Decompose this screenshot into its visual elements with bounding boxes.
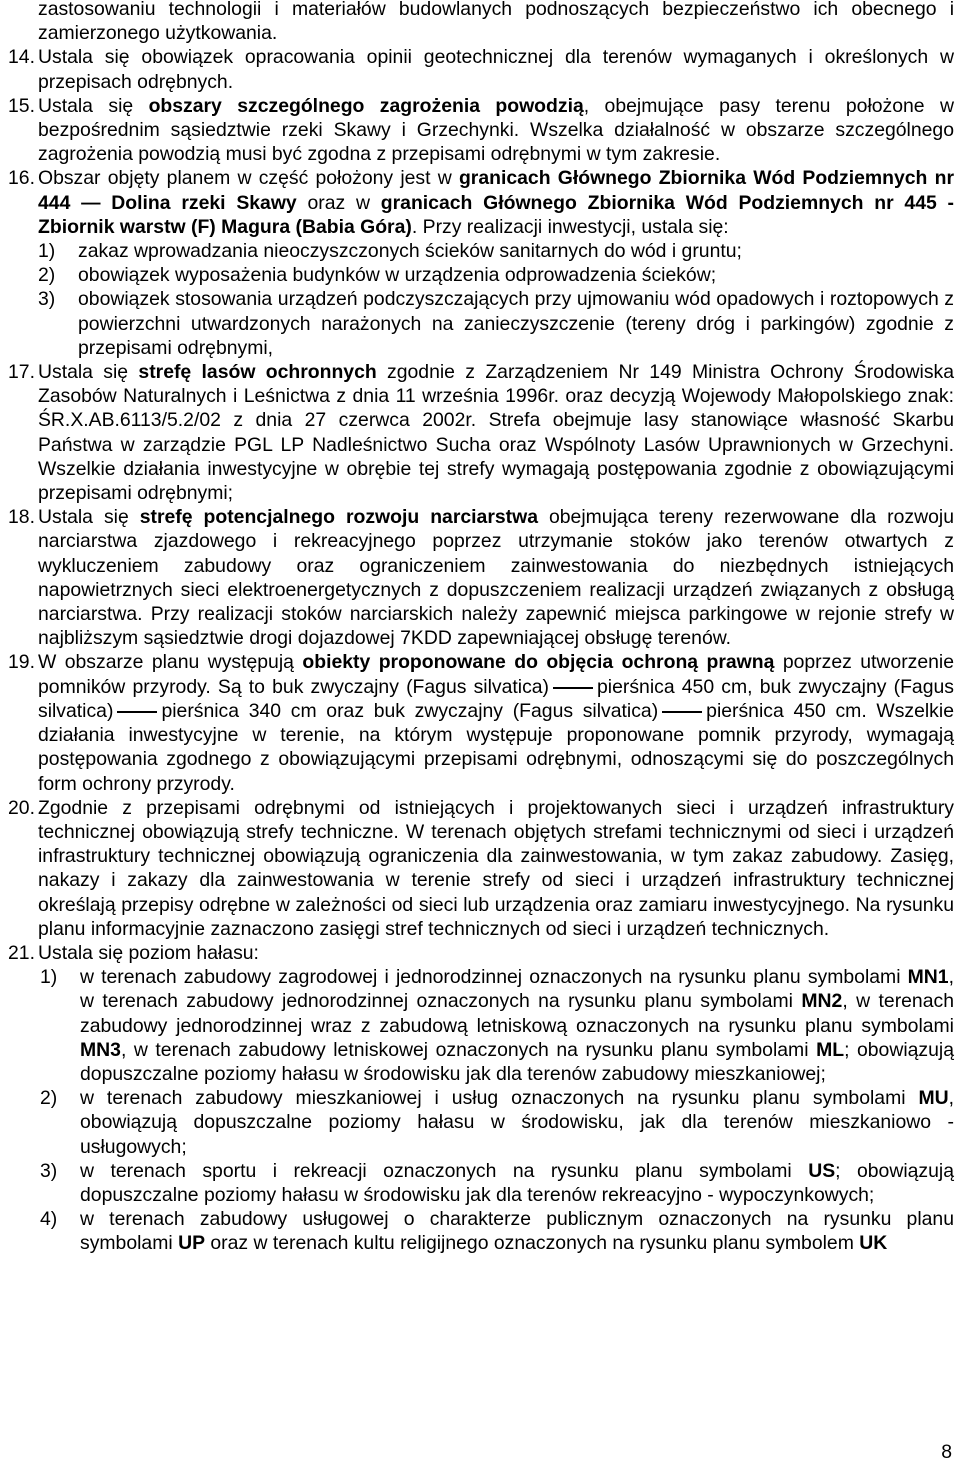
item-bold-term: granicach Głównego Zbiornika Wód Podziemnych nr 444 — Dolina rzeki Skawy xyxy=(38,167,954,214)
subitem-text: obowiązek stosowania urządzeń podczyszczających przy ujmowaniu wód opadowych i roztopowych z powierzchni utwardzonych narażonych na zanieczyszczenie (tereny dróg i parkingów) zgodnie z przepisami odrębnymi, xyxy=(78,288,954,359)
symbol-code: UK xyxy=(859,1232,888,1255)
item-number: 21. xyxy=(8,941,35,964)
document-page xyxy=(8,0,954,1256)
item-number: 20. xyxy=(8,796,35,819)
item-number: 14. xyxy=(8,46,35,69)
item-text: , obejmujące pasy terenu położone w bezpośrednim sąsiedztwie rzeki Skawy i Grzechynki. Wszelka działalność w obszarze szczególnego zagrożenia powodzią musi być zgodna z przepisami odrębnymi w tym zakresie. xyxy=(38,94,954,166)
item-bold-term: strefę lasów ochronnych xyxy=(138,361,377,384)
subitem-text: , obowiązują dopuszczalne poziomy hałasu w środowisku, jak dla terenów mieszkaniowo - usługowych; xyxy=(80,1087,954,1158)
subitem-number: 4) xyxy=(40,1208,58,1231)
subitem-number: 1) xyxy=(38,240,56,263)
item-bold-term: obiekty proponowane do objęcia ochroną prawną xyxy=(302,651,775,674)
subitem-text: w terenach sportu i rekreacji oznaczonych na rysunku planu symbolami xyxy=(80,1159,809,1182)
subitem-text: obowiązek wyposażenia budynków w urządzenia odprowadzenia ścieków; xyxy=(78,264,717,287)
symbol-code: MU xyxy=(918,1087,949,1110)
item-text: pierśnica 450 cm, buk zwyczajny (Fagus silvatica) xyxy=(38,675,954,722)
subitem-16-2 xyxy=(38,263,954,287)
item-text: pierśnica 340 cm oraz buk zwyczajny (Fagus silvatica) xyxy=(161,699,659,722)
subitem-21-1 xyxy=(8,965,954,1086)
symbol-code: UP xyxy=(178,1232,205,1255)
em-dash-line xyxy=(117,711,157,713)
symbol-code: MN3 xyxy=(80,1038,121,1061)
item-text: Ustala się obowiązek opracowania opinii geotechnicznej dla terenów wymaganych i określonych w przepisach odrębnych. xyxy=(38,46,954,93)
item-21 xyxy=(8,941,954,965)
item-bold-term: obszary szczególnego zagrożenia powodzią xyxy=(148,94,584,117)
item-text: Ustala się xyxy=(38,361,139,384)
item-number: 16. xyxy=(8,167,35,190)
subitem-number: 1) xyxy=(40,966,58,989)
subitem-text: w terenach zabudowy zagrodowej i jednorodzinnej oznaczonych na rysunku planu symbolami xyxy=(80,966,908,989)
symbol-code: US xyxy=(808,1159,836,1182)
item-number: 19. xyxy=(8,651,35,674)
symbol-code: ML xyxy=(816,1038,845,1061)
subitem-text: zakaz wprowadzania nieoczyszczonych ścieków sanitarnych do wód i gruntu; xyxy=(78,240,742,263)
em-dash-line xyxy=(553,687,593,689)
item-number: 15. xyxy=(8,94,35,117)
subitem-text: w terenach zabudowy mieszkaniowej i usług oznaczonych na rysunku planu symbolami xyxy=(80,1087,919,1110)
subitem-text: ; obowiązują dopuszczalne poziomy hałasu w środowisku jak dla terenów rekreacyjno - wypoczynkowych; xyxy=(80,1159,954,1206)
item-text: . Przy realizacji inwestycji, ustala się: xyxy=(411,215,729,238)
intro-paragraph xyxy=(8,0,954,45)
em-dash-line xyxy=(662,711,702,713)
subitem-text: , w terenach zabudowy jednorodzinnej oznaczonych na rysunku planu symbolami xyxy=(80,966,954,1013)
intro-text: zastosowaniu technologii i materiałów budowlanych podnoszących bezpieczeństwo ich obecnego i zamierzonego użytkowania. xyxy=(38,0,954,45)
subitem-number: 2) xyxy=(38,264,56,287)
subitem-21-3 xyxy=(8,1159,954,1207)
subitem-number: 2) xyxy=(40,1087,58,1110)
item-text: Ustala się xyxy=(38,94,149,117)
item-17 xyxy=(8,360,954,505)
item-text: pierśnica 450 cm. Wszelkie działania inwestycyjne w terenie, na którym występuje proponowane pomnik przyrody, wymagają postępowania zgodnego z obowiązującymi przepisami odrębnymi, odnoszącymi się do poszczególnych form ochrony przyrody. xyxy=(38,699,954,795)
item-15 xyxy=(8,94,954,167)
item-16 xyxy=(8,166,954,239)
subitem-text: w terenach zabudowy usługowej o charakterze publicznym oznaczonych na rysunku planu symbolami xyxy=(80,1208,954,1255)
symbol-code: MN1 xyxy=(907,966,949,989)
subitem-text: ; obowiązują dopuszczalne poziomy hałasu w środowisku jak dla terenów zabudowy mieszkaniowej; xyxy=(80,1038,955,1085)
item-text: oraz w xyxy=(296,191,381,214)
item-20 xyxy=(8,796,954,941)
item-text: W obszarze planu występują xyxy=(38,651,303,674)
subitem-text: , w terenach zabudowy jednorodzinnej wraz z zabudową letniskową oznaczonych na rysunku planu symbolami xyxy=(80,990,954,1037)
item-text: Obszar objęty planem w część położony jest w xyxy=(38,167,459,190)
item-text: obejmująca tereny rezerwowane dla rozwoju narciarstwa zjazdowego i rekreacyjnego poprzez utrzymanie stoków jako terenów otwartych z wykluczeniem zabudowy oraz ograniczeniem zainwestowania do niezbędnych istniejących napowietrznych sieci elektroenergetycznych z dopuszczeniem realizacji urządzeń związanych z obsługą narciarstwa. Przy realizacji stoków narciarskich należy zapewnić miejsca parkingowe w rejonie strefy w najbliższym sąsiedztwie drogi dojazdowej 7KDD zapewniającej obsługę terenów. xyxy=(38,506,954,650)
subitem-21-2 xyxy=(8,1086,954,1159)
item-bold-term: strefę potencjalnego rozwoju narciarstwa xyxy=(139,506,538,529)
item-text: poprzez utworzenie pomników przyrody. Są to buk zwyczajny (Fagus silvatica) xyxy=(38,651,955,698)
subitem-number: 3) xyxy=(38,288,56,311)
item-number: 18. xyxy=(8,506,35,529)
subitem-21-4 xyxy=(8,1207,954,1255)
item-text: zgodnie z Zarządzeniem Nr 149 Ministra Ochrony Środowiska Zasobów Naturalnych i Leśnictwa z dnia 11 września 1996r. oraz decyzją Wojewody Małopolskiego znak: ŚR.X.AB.6113/5.2/02 z dnia 27 czerwca 2002r. Strefa obejmuje lasy stanowiące własność Skarbu Państwa w zarządzie PGL LP Nadleśnictwo Sucha oraz Wspólnoty Lasów Uprawnionych w Grzechyni. Wszelkie działania inwestycyjne w obrębie tej strefy wymagają postępowania zgodnie z obowiązującymi przepisami odrębnymi; xyxy=(38,361,954,505)
item-text: Zgodnie z przepisami odrębnymi od istniejących i projektowanych sieci i urządzeń infrastruktury technicznej obowiązują strefy techniczne. W terenach objętych strefami technicznymi od sieci i urządzeń infrastruktury technicznej obowiązują ograniczenia dla zainwestowania, w tym zakaz zabudowy. Zasięg, nakazy i zakazy dla zainwestowania w terenie strefy od sieci i urządzeń infrastruktury technicznej określają przepisy odrębne w zależności od sieci lub urządzenia oraz zamiaru inwestycyjnego. Na rysunku planu informacyjnie zaznaczono zasięgi stref technicznych od sieci i urządzeń technicznych. xyxy=(38,796,954,940)
subitem-16-1 xyxy=(38,239,954,263)
subitem-text: oraz w terenach kultu religijnego oznaczonych na rysunku planu symbolem xyxy=(205,1232,860,1255)
item-19 xyxy=(8,650,954,795)
page-number: 8 xyxy=(941,1441,952,1463)
item-text: Ustala się xyxy=(38,506,140,529)
item-14 xyxy=(8,45,954,93)
subitem-16-3 xyxy=(38,287,954,360)
subitem-text: , w terenach zabudowy letniskowej oznaczonych na rysunku planu symbolami xyxy=(120,1038,817,1061)
item-bold-term: granicach Głównego Zbiornika Wód Podziemnych nr 445 - Zbiornik warstw (F) Magura (Babia Góra) xyxy=(38,191,955,238)
subitem-number: 3) xyxy=(40,1159,58,1182)
item-number: 17. xyxy=(8,361,35,384)
item-text: Ustala się poziom hałasu: xyxy=(38,941,259,964)
symbol-code: MN2 xyxy=(801,990,843,1013)
item-18 xyxy=(8,505,954,650)
